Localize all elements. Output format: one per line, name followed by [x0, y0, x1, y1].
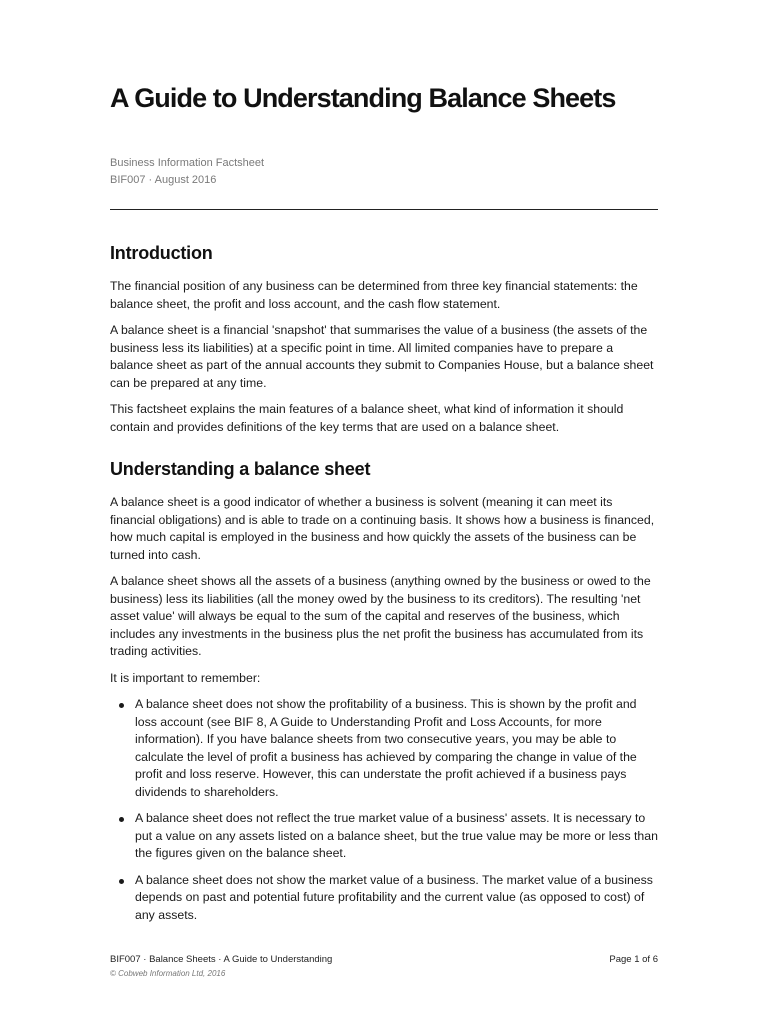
document-body: [110, 240, 658, 933]
footer-document-label: BIF007 · Balance Sheets · A Guide to Understanding: [110, 954, 333, 965]
footer-page-number: Page 1 of 6: [609, 954, 658, 965]
introduction-paragraph: A balance sheet is a financial 'snapshot' that summarises the value of a business (the assets of the business less its liabilities) at a specific point in time. All limited companies have to prepare a balance sheet as part of the annual accounts they submit to Companies House, but a balance sheet can be prepared at any time.: [110, 323, 654, 390]
document-subtitle: Business Information Factsheet: [110, 157, 265, 169]
remember-list: [110, 696, 658, 924]
list-item-text: A balance sheet does not show the profitability of a business. This is shown by the profit and loss account (see BIF 8, A Guide to Understanding Profit and Loss Accounts, for more information). If you have balance sheets from two consecutive years, you may be able to calculate the level of profit a business has achieved by comparing the change in value of the profit and loss reserve. However, this can understate the profit achieved if a business pays dividends to shareholders.: [135, 697, 637, 799]
remember-lead-in: It is important to remember:: [110, 670, 261, 685]
header-divider: [110, 209, 658, 210]
introduction-heading: Introduction: [110, 243, 213, 263]
document-title: A Guide to Understanding Balance Sheets: [110, 83, 616, 113]
bullet-icon: [119, 817, 124, 822]
list-item-text: A balance sheet does not reflect the true market value of a business' assets. It is necessary to put a value on any assets listed on a balance sheet, but the true value may be more or less than the figures given on the balance sheet.: [135, 811, 658, 860]
understanding-paragraph: A balance sheet is a good indicator of whether a business is solvent (meaning it can meet its financial obligations) and is able to trade on a continuing basis. It shows how a business is financed, how much capital is employed in the business and how quickly the assets of the business can be turned into cash.: [110, 495, 655, 562]
introduction-section: [110, 240, 658, 436]
understanding-heading: Understanding a balance sheet: [110, 459, 371, 479]
list-item: [110, 872, 658, 925]
understanding-section: [110, 456, 658, 924]
introduction-paragraph: The financial position of any business can be determined from three key financial statements: the balance sheet, the profit and loss account, and the cash flow statement.: [110, 279, 638, 311]
bullet-icon: [119, 703, 124, 708]
list-item-text: A balance sheet does not show the market value of a business. The market value of a business depends on past and potential future profitability and the current value (as opposed to cost) of any assets.: [135, 872, 653, 922]
bullet-icon: [119, 879, 124, 884]
footer-copyright: © Cobweb Information Ltd, 2016: [110, 969, 226, 978]
document-page: [110, 0, 658, 1024]
list-item: [110, 696, 658, 801]
list-item: [110, 810, 658, 863]
introduction-paragraph: This factsheet explains the main features of a balance sheet, what kind of information it should contain and provides definitions of the key terms that are used on a balance sheet.: [110, 402, 624, 434]
document-code-date: BIF007 · August 2016: [110, 174, 217, 186]
understanding-paragraph: A balance sheet shows all the assets of a business (anything owned by the business or owed to the business) less its liabilities (all the money owed by the business to its creditors). The resulting 'net asset value' will always be equal to the sum of the capital and reserves of the business, which includes any investments in the business plus the net profit the business has accumulated from its trading activities.: [110, 574, 651, 658]
